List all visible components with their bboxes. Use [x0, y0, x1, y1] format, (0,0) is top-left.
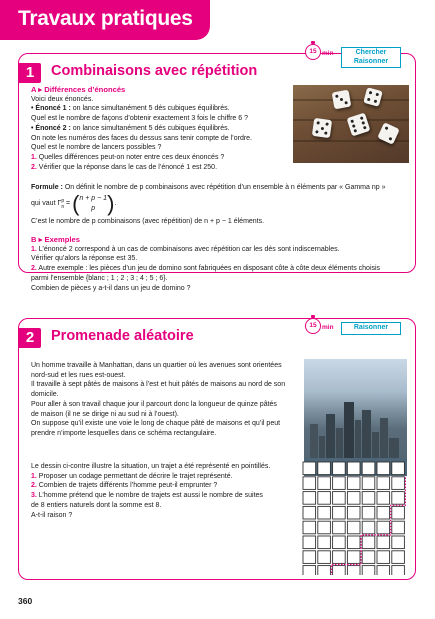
- grid-block: [318, 477, 331, 490]
- question-1: 1. Quelles différences peut-on noter entre ces deux énoncés ?: [31, 153, 225, 161]
- exercise-1-card: [18, 53, 416, 292]
- grid-block: [333, 506, 346, 519]
- example-1-line: Vérifier qu’alors la réponse est 35.: [31, 255, 138, 263]
- part-a-heading: A ▸ Différences d’énoncés: [31, 85, 126, 94]
- grid-block: [377, 551, 390, 564]
- problem-line: nord-sud et les rues est-ouest.: [31, 371, 126, 379]
- formula-definition: Formule : On définit le nombre de p combinaisons avec répétition d’un ensemble à n éléments par « Gamma np »: [31, 184, 386, 191]
- question-3-question: A-t-il raison ?: [31, 511, 73, 519]
- grid-block: [333, 521, 346, 534]
- grid-block: [362, 536, 375, 549]
- skill-badge: [341, 322, 401, 335]
- problem-line: de maison (il ne se dirige ni au sud ni à l’ouest).: [31, 410, 179, 418]
- grid-block: [333, 536, 346, 549]
- example-1: 1. L’énoncé 2 correspond à un cas de combinaisons avec répétition car les dés sont indiscernables.: [31, 245, 340, 253]
- grid-block: [347, 551, 360, 564]
- grid-block: [347, 477, 360, 490]
- grid-block: [362, 506, 375, 519]
- street-grid-diagram: [302, 461, 406, 575]
- question-3: 3. L’homme prétend que le nombre de trajets est aussi le nombre de suites: [31, 492, 263, 500]
- grid-block: [303, 462, 316, 475]
- problem-line: prendre n’importe lesquelles dans ce schéma rectangulaire.: [31, 429, 217, 437]
- grid-block: [392, 506, 405, 519]
- grid-block: [377, 492, 390, 505]
- enonce-1-question: Quel est le nombre de façons d’obtenir exactement 3 fois le chiffre 6 ?: [31, 115, 248, 123]
- grid-block: [333, 566, 346, 575]
- grid-block: [377, 536, 390, 549]
- exercise-2-card: [18, 318, 416, 580]
- grid-block: [347, 566, 360, 575]
- enonce-2-line: On note les numéros des faces du dessus sans tenir compte de l’ordre.: [31, 134, 253, 142]
- problem-line: Il travaille à sept pâtés de maisons à l’est et huit pâtés de maisons au nord de son: [31, 381, 286, 389]
- grid-block: [377, 506, 390, 519]
- timer-unit: min: [322, 324, 334, 331]
- grid-block: [347, 521, 360, 534]
- grid-block: [303, 492, 316, 505]
- page-header: [0, 0, 210, 40]
- timer-icon: 15: [305, 318, 321, 334]
- example-2-line: parmi l’ensemble {blanc ; 1 ; 2 ; 3 ; 4 ; 5 ; 6}.: [31, 274, 168, 282]
- grid-block: [347, 492, 360, 505]
- grid-block: [362, 492, 375, 505]
- grid-block: [392, 551, 405, 564]
- grid-block: [362, 521, 375, 534]
- grid-block: [377, 477, 390, 490]
- grid-block: [318, 492, 331, 505]
- grid-block: [303, 566, 316, 575]
- problem-line: On suppose qu’il existe une voie le long de chaque pâté de maisons et qu’il peut: [31, 420, 281, 428]
- problem-line: Pour aller à son travail chaque jour il parcourt donc la longueur de quinze pâtés: [31, 400, 277, 408]
- grid-block: [333, 462, 346, 475]
- grid-block: [377, 521, 390, 534]
- grid-block: [318, 566, 331, 575]
- question-1: 1. Proposer un codage permettant de décrire le trajet représenté.: [31, 472, 233, 480]
- grid-block: [392, 477, 405, 490]
- page-number: 360: [18, 596, 33, 606]
- formula-block: [31, 183, 385, 226]
- timer-icon: 15: [305, 44, 321, 60]
- grid-block: [392, 462, 405, 475]
- skill-raisonner: Raisonner: [353, 57, 389, 65]
- enonce-2: • Énoncé 2 : on lance simultanément 5 dés cubiques équilibrés.: [31, 124, 230, 132]
- exercise-number: 2: [19, 328, 41, 348]
- formula-expression: qui vaut Γ p n = ( n + p − 1 p ).: [31, 190, 117, 216]
- grid-block: [303, 506, 316, 519]
- grid-block: [347, 462, 360, 475]
- skill-raisonner: Raisonner: [353, 324, 389, 331]
- grid-block: [303, 477, 316, 490]
- exercise-number: 1: [19, 63, 41, 83]
- enonce-2-question: Quel est le nombre de lancers possibles ?: [31, 144, 162, 152]
- skill-chercher: Chercher: [355, 49, 387, 56]
- grid-block: [318, 462, 331, 475]
- grid-block: [392, 521, 405, 534]
- problem-line: Un homme travaille à Manhattan, dans un quartier où les avenues sont orientées: [31, 362, 282, 369]
- grid-block: [392, 566, 405, 575]
- formula-note: C’est le nombre de p combinaisons (avec répétition) de n + p − 1 éléments.: [31, 217, 265, 225]
- grid-block: [392, 536, 405, 549]
- grid-block: [303, 551, 316, 564]
- problem-text: [31, 361, 285, 439]
- grid-block: [392, 492, 405, 505]
- questions: [31, 462, 270, 520]
- manhattan-photo: [304, 359, 407, 476]
- grid-block: [303, 521, 316, 534]
- example-2: 2. Autre exemple : les pièces d’un jeu de domino sont fabriquées en disposant côte à côte deux éléments choisis: [31, 265, 381, 273]
- problem-line: domicile.: [31, 391, 59, 399]
- grid-block: [377, 462, 390, 475]
- exercise-title: Combinaisons avec répétition: [51, 63, 258, 79]
- grid-block: [333, 477, 346, 490]
- grid-block: [303, 536, 316, 549]
- drawing-intro: Le dessin ci-contre illustre la situation, un trajet a été représenté en pointillés.: [31, 463, 271, 470]
- grid-block: [347, 536, 360, 549]
- part-b: [31, 235, 380, 293]
- grid-block: [377, 566, 390, 575]
- grid-block: [318, 506, 331, 519]
- grid-block: [362, 462, 375, 475]
- grid-block: [333, 492, 346, 505]
- grid-block: [362, 566, 375, 575]
- example-2-question: Combien de pièces y a-t-il dans un jeu de domino ?: [31, 284, 191, 292]
- grid-block: [362, 477, 375, 490]
- grid-block: [362, 551, 375, 564]
- grid-block: [318, 536, 331, 549]
- grid-block: [347, 506, 360, 519]
- page-title: Travaux pratiques: [18, 7, 193, 30]
- timer-unit: min: [322, 50, 334, 57]
- enonce-1: • Énoncé 1 : on lance simultanément 5 dés cubiques équilibrés.: [31, 105, 230, 113]
- question-2: 2. Vérifier que la réponse dans le cas de l’énoncé 1 est 250.: [31, 163, 218, 171]
- grid-block: [333, 551, 346, 564]
- part-a: [31, 85, 252, 172]
- question-3-line: de 8 entiers naturels dont la somme est 8.: [31, 501, 162, 509]
- skill-badge: [341, 47, 401, 68]
- part-a-intro: Voici deux énoncés.: [31, 95, 94, 103]
- exercise-title: Promenade aléatoire: [51, 328, 194, 344]
- part-b-heading: B ▸ Exemples: [31, 235, 80, 244]
- question-2: 2. Combien de trajets différents l’homme peut-il emprunter ?: [31, 482, 218, 490]
- grid-block: [318, 521, 331, 534]
- dice-photo: [293, 85, 409, 163]
- grid-block: [318, 551, 331, 564]
